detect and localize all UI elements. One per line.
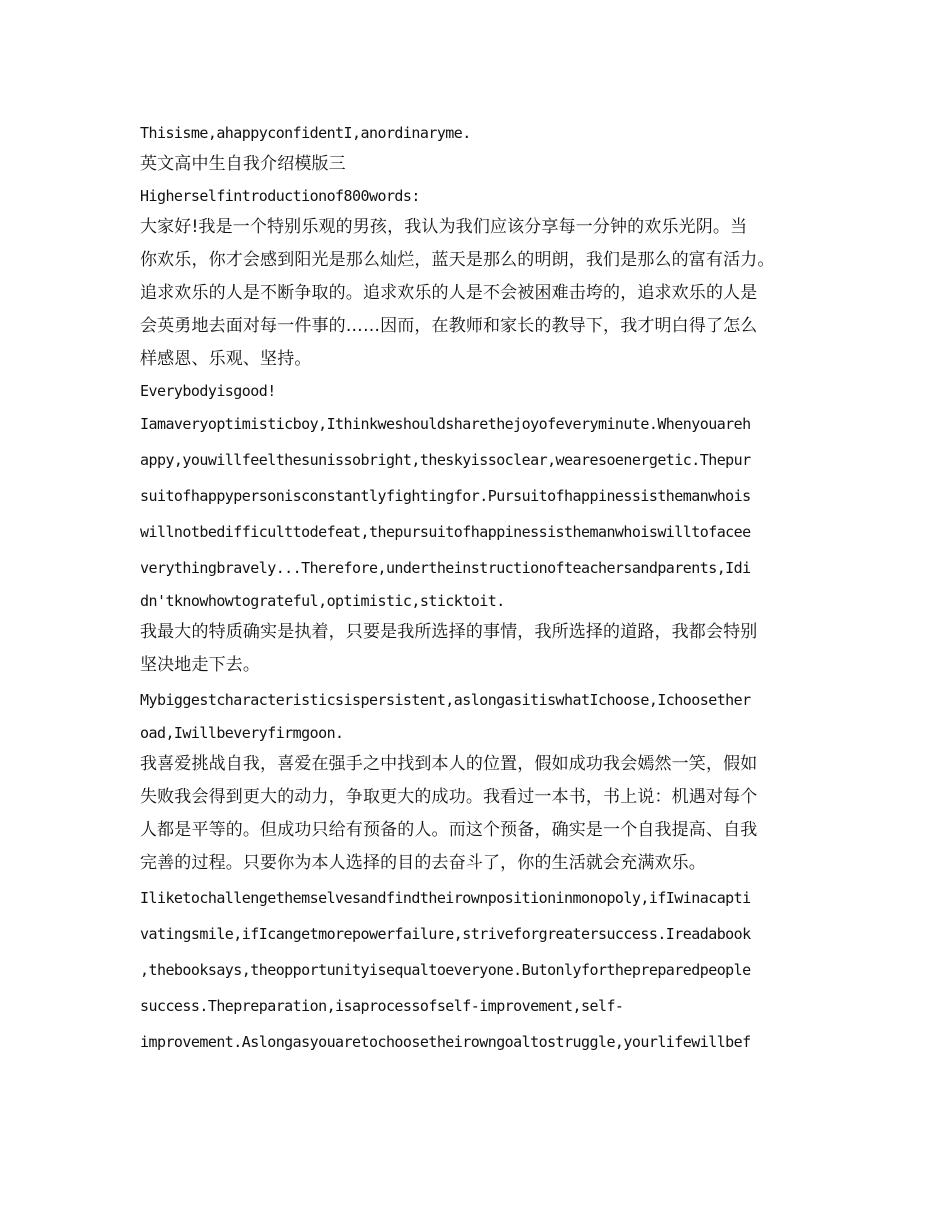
- text-line: improvement.Aslongasyouaretochoosetheirowngoaltostruggle,yourlifewillbef: [140, 1033, 751, 1051]
- text-line: Mybiggestcharacteristicsispersistent,aslongasitiswhatIchoose,Ichoosether: [140, 691, 751, 709]
- text-line: 我最大的特质确实是执着，只要是我所选择的事情，我所选择的道路，我都会特别: [140, 622, 758, 642]
- text-line: 失败我会得到更大的动力，争取更大的成功。我看过一本书，书上说：机遇对每个: [140, 787, 758, 807]
- text-line: success.Thepreparation,isaprocessofself-improvement,self-: [140, 997, 624, 1015]
- text-line: 追求欢乐的人是不断争取的。追求欢乐的人是不会被困难击垮的，追求欢乐的人是: [140, 283, 758, 303]
- text-line: oad,Iwillbeveryfirmgoon.: [140, 724, 344, 742]
- section-heading: 英文高中生自我介绍模版三: [140, 154, 346, 174]
- text-line: Iliketochallengethemselvesandfindtheirownpositioninmonopoly,ifIwinacapti: [140, 889, 751, 907]
- document-page: [140, 118, 812, 1060]
- text-line: Higherselfintroductionof800words:: [140, 187, 420, 205]
- text-line: 坚决地走下去。: [140, 655, 261, 675]
- text-line: 样感恩、乐观、坚持。: [140, 349, 312, 369]
- text-line: 完善的过程。只要你为本人选择的目的去奋斗了，你的生活就会充满欢乐。: [140, 853, 706, 873]
- text-line: suitofhappypersonisconstantlyfightingfor.Pursuitofhappinessisthemanwhois: [140, 487, 751, 505]
- text-line: 我喜爱挑战自我，喜爱在强手之中找到本人的位置，假如成功我会嫣然一笑，假如: [140, 754, 758, 774]
- text-line: 会英勇地去面对每一件事的……因而，在教师和家长的教导下，我才明白得了怎么: [140, 316, 758, 336]
- text-line: 大家好!我是一个特别乐观的男孩，我认为我们应该分享每一分钟的欢乐光阴。当: [140, 217, 748, 237]
- text-line: 人都是平等的。但成功只给有预备的人。而这个预备，确实是一个自我提高、自我: [140, 820, 758, 840]
- text-line: ,thebooksays,theopportunityisequaltoeveryone.Butonlyforthepreparedpeople: [140, 961, 751, 979]
- text-line: vatingsmile,ifIcangetmorepowerfailure,striveforgreatersuccess.Ireadabook: [140, 925, 751, 943]
- text-line: Thisisme,ahappyconfidentI,anordinaryme.: [140, 124, 471, 142]
- text-line: willnotbedifficulttodefeat,thepursuitofhappinessisthemanwhoiswilltofacee: [140, 523, 751, 541]
- text-line: 你欢乐，你才会感到阳光是那么灿烂，蓝天是那么的明朗，我们是那么的富有活力。: [140, 250, 775, 270]
- text-line: Everybodyisgood!: [140, 382, 276, 400]
- text-line: appy,youwillfeelthesunissobright,theskyissoclear,wearesoenergetic.Thepur: [140, 451, 751, 469]
- text-line: dn'tknowhowtograteful,optimistic,sticktoit.: [140, 592, 505, 610]
- text-line: verythingbravely...Therefore,undertheinstructionofteachersandparents,Idi: [140, 559, 751, 577]
- text-line: Iamaveryoptimisticboy,Ithinkweshouldsharethejoyofeveryminute.Whenyouareh: [140, 415, 751, 433]
